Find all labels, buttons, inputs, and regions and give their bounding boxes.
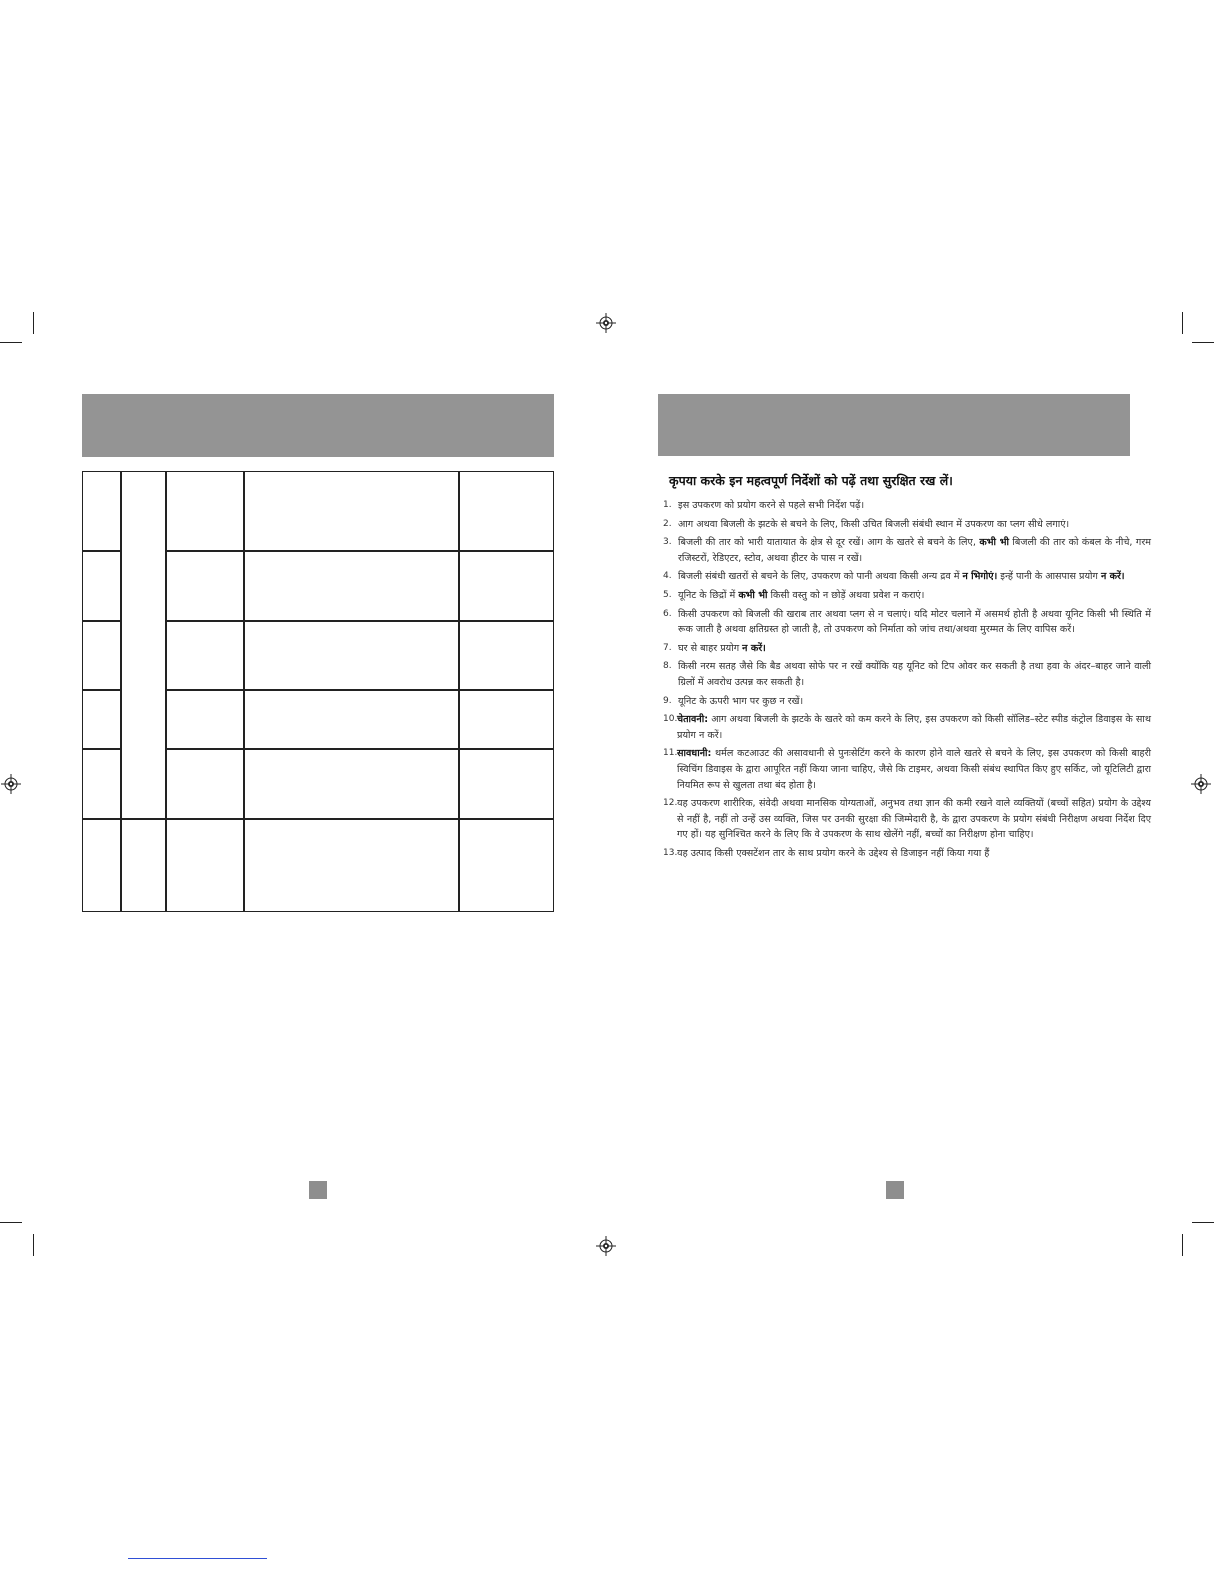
list-item [663,641,1151,657]
item-text: किसी वस्तु को न छोड़ें अथवा प्रवेश न कराएं। [767,589,925,601]
item-text: घर से बाहर प्रयोग [678,642,743,654]
item-number: 8. [663,661,672,672]
table-row-divider [83,550,120,552]
table-row-divider [165,550,553,552]
item-text: आग अथवा बिजली के झटके से बचने के लिए, किसी उचित बिजली संबंधी स्थान में उपकरण का प्लग सीधे लगाएं। [678,518,1070,530]
item-text: यह उत्पाद किसी एक्सटेंशन तार के साथ प्रयोग करने के उद्देश्य से डिजाइन नहीं किया गया हैं [677,847,990,859]
spec-table [82,471,554,912]
item-emphasis: सावधानी: [677,748,712,760]
list-item [663,517,1151,533]
item-number: 1. [663,500,672,510]
item-emphasis: न भिगोएं। [962,571,998,583]
item-number: 5. [663,589,672,600]
crop-mark-icon [1192,342,1214,343]
bottom-link-underline [128,1558,267,1559]
item-emphasis: कभी भी [738,589,768,601]
item-text: बिजली की तार को भारी यातायात के क्षेत्र से दूर रखें। आग के खतरे से बचने के लिए, [678,537,980,549]
crop-mark-icon [0,1222,22,1223]
crop-mark-icon [0,342,22,343]
item-text: बिजली संबंधी खतरों से बचने के लिए, उपकरण को पानी अथवा किसी अन्य द्रव में [678,571,963,583]
item-emphasis: चेतावनी: [677,714,709,726]
instructions-heading: कृपया करके इन महत्वपूर्ण निर्देशों को पढ़ें तथा सुरक्षित रख लें। [669,473,953,488]
item-number: 11. [663,748,678,759]
page-number-box [886,1181,904,1199]
item-number: 13. [663,847,678,858]
list-item [663,659,1151,690]
list-item [663,712,1151,743]
crop-mark-icon [1182,312,1183,334]
item-text: इस उपकरण को प्रयोग करने से पहले सभी निर्देश पढ़ें। [678,500,865,511]
list-item [663,694,1151,710]
table-row-divider [83,818,553,820]
item-number: 12. [663,798,678,809]
list-item [663,588,1151,604]
item-number: 3. [663,537,672,548]
item-number: 2. [663,518,672,529]
list-item [663,846,1151,862]
page-number-box [309,1181,327,1199]
item-text: यह उपकरण शारीरिक, संवेदी अथवा मानसिक योग्यताओं, अनुभव तथा ज्ञान की कमी रखने वाले व्यक्तियों (बच्चों सहित) प्रयोग के उद्देश्य से नहीं है, नहीं तो उन्हें उस व्यक्ति, जिस पर उनकी सुरक्षा की जिम्मेदारी है, के द्वारा उपकरण के प्रयोग संबंधी निरीक्षण अथवा निर्देश दिए गए हों। यह सुनिश्चित करने के लिए कि वे उपकरण के साथ खेलेंगे नहीं, बच्चों का निरीक्षण होना चाहिए। [677,798,1151,841]
registration-mark-icon [596,1236,616,1256]
list-item [663,535,1151,566]
list-item [663,569,1151,585]
item-number: 10. [663,714,678,725]
item-number: 7. [663,642,672,653]
item-text: इन्हें पानी के आसपास प्रयोग [997,571,1101,583]
list-item [663,796,1151,843]
crop-mark-icon [1182,1234,1183,1256]
item-text: आग अथवा बिजली के झटके के खतरे को कम करने के लिए, इस उपकरण को किसी सॉलिड–स्टेट स्पीड कंट्रोल डिवाइस के साथ प्रयोग न करें। [677,714,1151,741]
table-row-divider [165,748,553,750]
item-number: 9. [663,695,672,706]
crop-mark-icon [1192,1222,1214,1223]
registration-mark-icon [1,774,21,794]
table-column-divider [458,472,460,911]
table-row-divider [165,689,553,691]
table-row-divider [165,620,553,622]
list-item [663,498,1151,514]
list-item [663,746,1151,793]
item-text: बिजली की तार को कंबल के नीचे, गरम रजिस्टरों, रेडिएटर, स्टोव, अथवा हीटर के पास न रखें। [678,537,1151,564]
item-emphasis: न करें। [1100,571,1125,583]
item-emphasis: न करें। [742,642,766,654]
item-text: थर्मल कटआउट की असावधानी से पुनःसेटिंग करने के कारण होने वाले खतरे से बचने के लिए, इस उपकरण को किसी बाहरी स्विचिंग डिवाइस के द्वारा आपूरित नहीं किया जाना चाहिए, जैसे कि टाइमर, अथवा किसी संबंध स्थापित किए हुए सर्किट, जो यूटिलिटी द्वारा नियमित रूप से खुलता तथा बंद होता है। [677,748,1151,791]
item-text: यूनिट के ऊपरी भाग पर कुछ न रखें। [678,695,804,707]
crop-mark-icon [33,312,34,334]
table-column-divider [243,472,245,911]
safety-instructions [663,472,1151,864]
list-item [663,607,1151,638]
item-text: किसी उपकरण को बिजली की खराब तार अथवा प्लग से न चलाएं। यदि मोटर चलाने में असमर्थ होती है अथवा यूनिट किसी भी स्थिति में रूक जाती है अथवा क्षतिग्रस्त हो जाती है, तो उपकरण को निर्माता को जांच तथा/अथवा मुरम्मत के लिए वापिस करें। [678,608,1151,636]
table-column-divider [165,472,167,911]
table-row-divider [83,748,120,750]
item-number: 4. [663,571,672,582]
left-page-header-bar [82,394,554,457]
right-page-header-bar [658,394,1130,456]
item-number: 6. [663,608,672,619]
item-text: यूनिट के छिद्रों में [678,589,739,601]
item-emphasis: कभी भी [979,537,1009,549]
table-row-divider [83,689,120,691]
instructions-list [663,498,1151,861]
item-text: किसी नरम सतह जैसे कि बैड अथवा सोफे पर न रखें क्योंकि यह यूनिट को टिप ओवर कर सकती है तथा हवा के अंदर–बाहर जाने वाली ग्रिलों में अवरोध उत्पन्न कर सकती है। [678,661,1151,688]
registration-mark-icon [1191,774,1211,794]
table-row-divider [83,620,120,622]
crop-mark-icon [33,1234,34,1256]
registration-mark-icon [596,313,616,333]
table-column-divider [120,472,122,911]
